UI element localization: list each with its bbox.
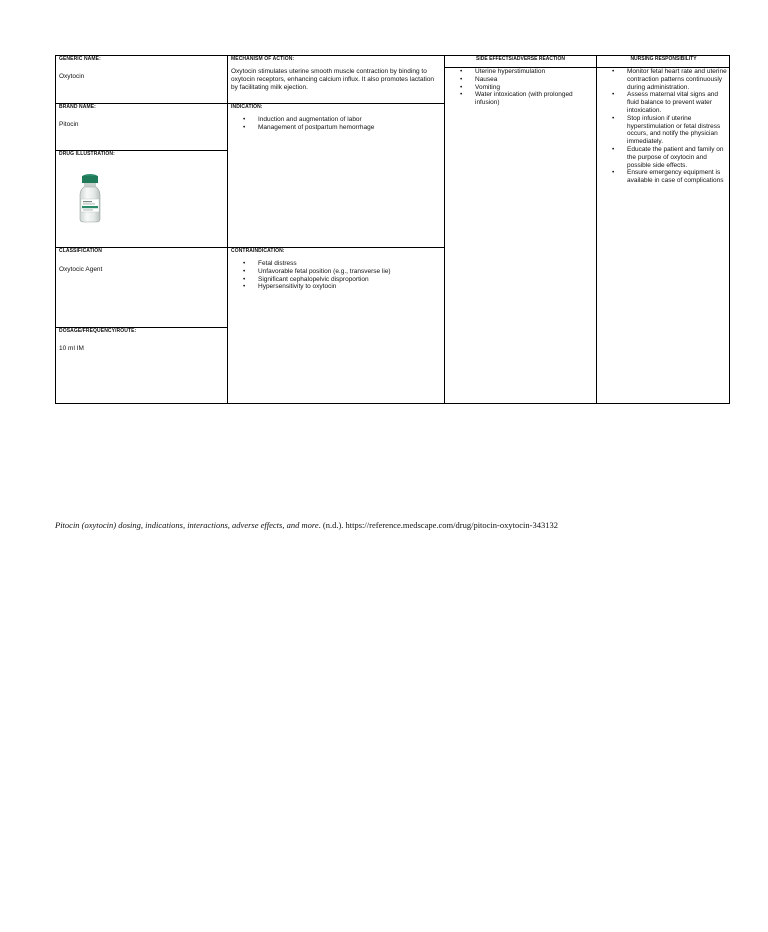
column-nursing <box>597 56 730 403</box>
indication-cell <box>228 104 444 248</box>
mechanism-cell <box>228 56 444 104</box>
brand-name-value: Pitocin <box>59 121 79 128</box>
list-item: • Unfavorable fetal position (e.g., transverse lie) <box>258 268 438 276</box>
list-item: • Educate the patient and family on the purpose of oxytocin and possible side effects. <box>627 146 727 169</box>
list-item: • Assess maternal vital signs and fluid balance to prevent water intoxication. <box>627 91 727 114</box>
dosage-value: 10 ml IM <box>59 345 84 352</box>
reference-title: Pitocin (oxytocin) dosing, indications, interactions, adverse effects, and more <box>55 520 319 530</box>
dosage-cell <box>56 328 227 404</box>
list-item: • Fetal distress <box>258 260 438 268</box>
brand-name-cell <box>56 104 227 151</box>
classification-value: Oxytocic Agent <box>59 266 103 273</box>
list-item: • Significant cephalopelvic disproportion <box>258 276 438 284</box>
mechanism-text: Oxytocin stimulates uterine smooth muscle contraction by binding to oxytocin receptors, enhancing calcium influx. It also promotes lactation by facilitating milk ejection. <box>231 68 435 91</box>
list-item: • Water intoxication (with prolonged infusion) <box>475 91 593 107</box>
list-item: • Uterine hyperstimulation <box>475 68 593 76</box>
indication-list <box>258 116 438 132</box>
list-item: • Vomiting <box>475 84 593 92</box>
generic-name-cell <box>56 56 227 104</box>
list-item: • Management of postpartum hemorrhage <box>258 124 438 132</box>
list-item: • Stop infusion if uterine hyperstimulation or fetal distress occurs, and notify the physician immediately. <box>627 115 727 146</box>
column-drug-info <box>56 56 228 403</box>
list-item: • Hypersensitivity to oxytocin <box>258 283 438 291</box>
contraindication-cell <box>228 248 444 404</box>
contraindication-list <box>258 260 438 291</box>
list-item: • Monitor fetal heart rate and uterine contraction patterns continuously during administration. <box>627 68 727 91</box>
list-item: • Nausea <box>475 76 593 84</box>
nursing-list <box>627 68 727 185</box>
generic-name-value: Oxytocin <box>59 73 85 80</box>
classification-cell <box>56 248 227 328</box>
nursing-header: NURSING RESPONSIBILITY <box>597 56 730 68</box>
indication-label: INDICATION: <box>231 104 263 110</box>
reference-citation <box>55 520 735 531</box>
contraindication-label: CONTRAINDICATION: <box>231 248 285 254</box>
dosage-label: DOSAGE/FREQUENCY/ROUTE: <box>59 328 137 334</box>
side-effects-header: SIDE EFFECTS/ADVERSE REACTION <box>445 56 596 68</box>
drug-study-table <box>55 55 730 404</box>
side-effects-list <box>475 68 593 107</box>
reference-rest[interactable]: . (n.d.). https://reference.medscape.com/drug/pitocin-oxytocin-343132 <box>318 520 558 530</box>
drug-illustration-label: DRUG ILLUSTRATION: <box>59 151 115 157</box>
medicine-vial-icon <box>76 173 104 225</box>
brand-name-label: BRAND NAME: <box>59 104 96 110</box>
column-side-effects <box>445 56 597 403</box>
generic-name-label: GENERIC NAME: <box>59 56 101 62</box>
drug-illustration-cell <box>56 151 227 248</box>
list-item: • Induction and augmentation of labor <box>258 116 438 124</box>
column-action-indication <box>228 56 445 403</box>
classification-label: CLASSIFICATION <box>59 248 102 254</box>
mechanism-label: MECHANISM OF ACTION: <box>231 56 295 62</box>
list-item: • Ensure emergency equipment is available in case of complications <box>627 169 727 185</box>
